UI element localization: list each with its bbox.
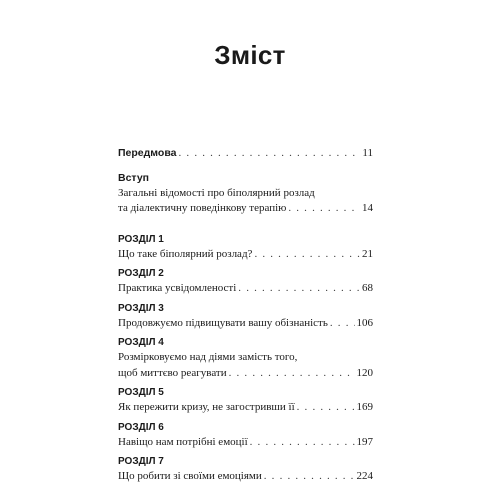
toc-entry-title: Що таке біполярний розлад? <box>118 247 253 260</box>
toc-entry-chapter-6[interactable] <box>118 420 373 451</box>
toc-entry-page: 197 <box>356 435 373 448</box>
chapter-label: РОЗДІЛ 7 <box>118 456 164 467</box>
toc-entry-page: 14 <box>362 202 373 214</box>
chapter-label: РОЗДІЛ 4 <box>118 337 164 348</box>
toc-entry-page: 169 <box>356 401 373 413</box>
table-of-contents <box>118 146 373 485</box>
toc-section-label: Вступ <box>118 171 150 184</box>
toc-entry-chapter-2[interactable] <box>118 266 373 297</box>
toc-entry-title: Передмова <box>118 147 177 159</box>
leader-dots <box>297 400 355 416</box>
toc-entry-page: 11 <box>362 147 373 159</box>
leader-dots <box>179 146 361 162</box>
toc-entry-page: 224 <box>356 470 373 482</box>
toc-entry-chapter-4[interactable] <box>118 335 373 381</box>
leader-dots <box>288 201 360 217</box>
chapter-label: РОЗДІЛ 5 <box>118 387 164 398</box>
toc-entry-page: 21 <box>362 247 373 260</box>
toc-entry-chapter-3[interactable] <box>118 301 373 332</box>
leader-dots <box>254 247 360 263</box>
toc-entry-page: 68 <box>362 282 373 294</box>
toc-entry-chapter-1[interactable] <box>118 232 373 263</box>
toc-entry-chapter-5[interactable] <box>118 385 373 416</box>
toc-entry-title-line: Розмірковуємо над діями замість того, <box>118 351 298 363</box>
chapter-label: РОЗДІЛ 6 <box>118 421 164 433</box>
toc-entry-page: 120 <box>356 366 373 379</box>
leader-dots <box>250 435 355 451</box>
toc-entry-preface[interactable] <box>118 146 373 162</box>
page-title: Зміст <box>214 40 286 70</box>
leader-dots <box>264 469 355 485</box>
toc-entry-title: та діалектичну поведінкову терапію <box>118 202 287 214</box>
toc-entry-title: щоб миттєво реагувати <box>118 366 227 379</box>
chapter-label: РОЗДІЛ 1 <box>118 233 164 245</box>
toc-entry-intro[interactable] <box>118 171 373 217</box>
toc-entry-title: Продовжуємо підвищувати вашу обізнаність <box>118 316 328 329</box>
toc-entry-title: Практика усвідомленості <box>118 282 237 294</box>
toc-entry-page: 106 <box>356 316 373 329</box>
leader-dots <box>238 281 360 297</box>
toc-entry-title: Як пережити кризу, не загостривши її <box>118 401 295 413</box>
chapter-label: РОЗДІЛ 2 <box>118 268 164 279</box>
leader-dots <box>229 366 355 382</box>
toc-entry-chapter-7[interactable] <box>118 454 373 485</box>
leader-dots <box>330 316 355 332</box>
chapter-label: РОЗДІЛ 3 <box>118 302 164 314</box>
toc-entry-title: Навіщо нам потрібні емоції <box>118 435 248 448</box>
toc-entry-title-line: Загальні відомості про біполярний розлад <box>118 186 315 199</box>
toc-entry-title: Що робити зі своїми емоціями <box>118 470 262 482</box>
